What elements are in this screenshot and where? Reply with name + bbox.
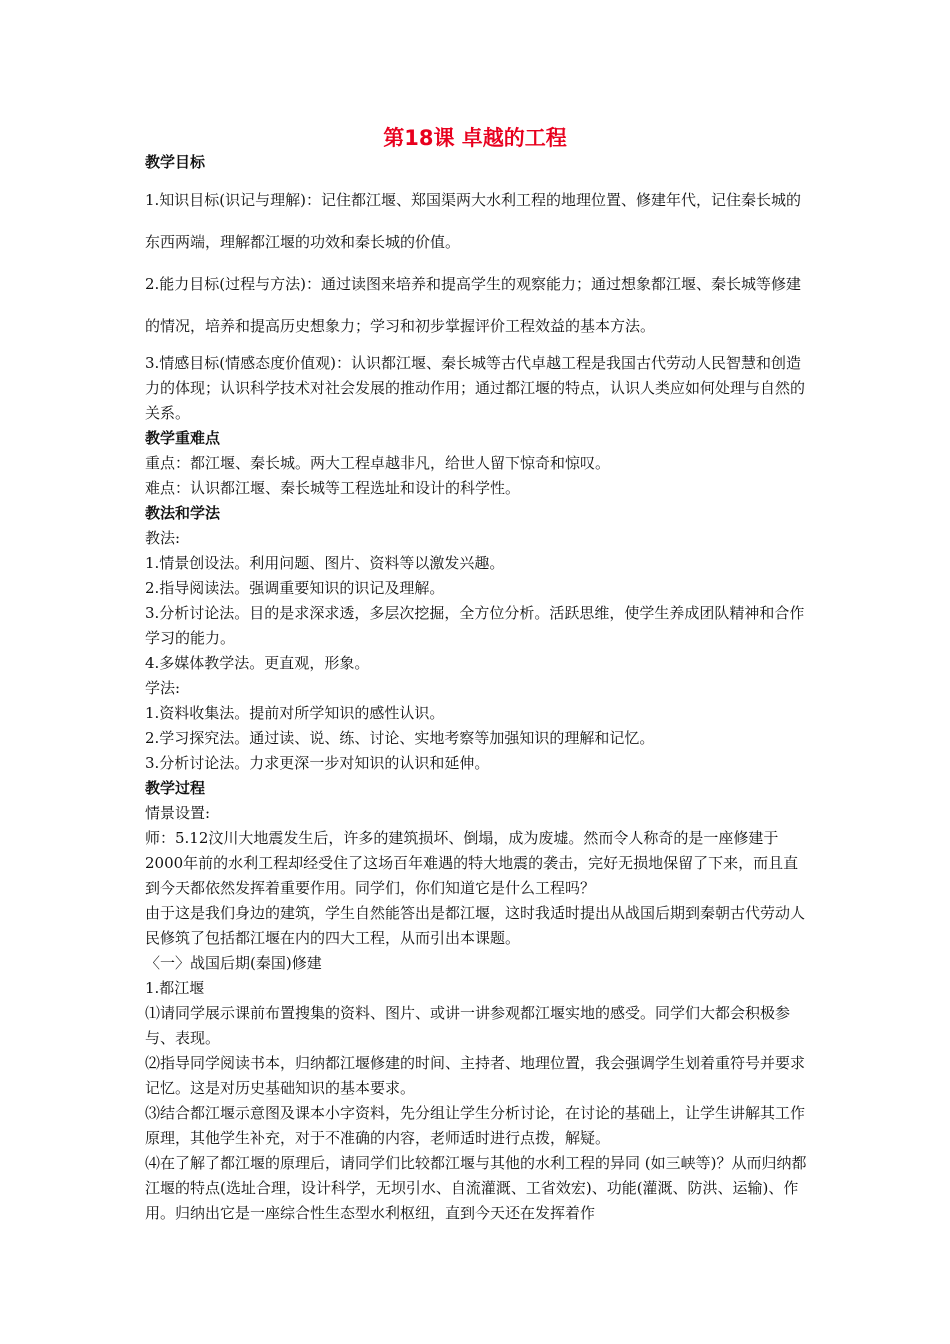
- page-title: 第18课 卓越的工程: [383, 126, 567, 150]
- step-1: ⑴请同学展示课前布置搜集的资料、图片、或讲一讲参观都江堰实地的感受。同学们大都会积极参与、表现。: [145, 1004, 791, 1047]
- part-heading-1: 〈一〉战国后期(秦国)修建: [145, 954, 322, 972]
- learn-label: 学法:: [145, 679, 181, 697]
- goal-ability: 2.能力目标(过程与方法)：通过读图来培养和提高学生的观察能力；通过想象都江堰、秦长城等修建的情况，培养和提高历史想象力；学习和初步掌握评价工程效益的基本方法。: [145, 275, 802, 335]
- learn-method-3: 3.分析讨论法。力求更深一步对知识的认识和延伸。: [145, 754, 490, 772]
- step-2: ⑵指导同学阅读书本，归纳都江堰修建的时间、主持者、地理位置，我会强调学生划着重符号并要求记忆。这是对历史基础知识的基本要求。: [145, 1054, 806, 1097]
- sub-heading-dujiangyan: 1.都江堰: [145, 979, 205, 997]
- goal-knowledge: 1.知识目标(识记与理解)：记住都江堰、郑国渠两大水利工程的地理位置、修建年代，记住秦长城的东西两端，理解都江堰的功效和秦长城的价值。: [145, 191, 802, 251]
- learn-method-2: 2.学习探究法。通过读、说、练、讨论、实地考察等加强知识的理解和记忆。: [145, 729, 655, 747]
- teach-label: 教法:: [145, 529, 181, 547]
- section-heading-process: 教学过程: [145, 779, 206, 797]
- step-4: ⑷在了解了都江堰的原理后，请同学们比较都江堰与其他的水利工程的异同 (如三峡等)？从而归纳都江堰的特点(选址合理，设计科学，无坝引水、自流灌溉、工省效宏)、功能(灌溉、防洪、运输)、作用。归纳出它是一座综合性生态型水利枢纽，直到今天还在发挥着作: [145, 1154, 807, 1222]
- section-heading-key: 教学重难点: [145, 429, 221, 447]
- scene-label: 情景设置:: [145, 804, 211, 822]
- teach-method-3: 3.分析讨论法。目的是求深求透，多层次挖掘，全方位分析。活跃思维，使学生养成团队精神和合作学习的能力。: [145, 604, 805, 647]
- difficult-point: 难点：认识都江堰、秦长城等工程选址和设计的科学性。: [145, 479, 521, 497]
- scene-paragraph-1: 师：5.12汶川大地震发生后，许多的建筑损坏、倒塌，成为废墟。然而令人称奇的是一座修建于2000年前的水利工程却经受住了这场百年难遇的特大地震的袭击，完好无损地保留了下来，而且直到今天都依然发挥着重要作用。同学们，你们知道它是什么工程吗？: [145, 829, 799, 897]
- section-heading-goals: 教学目标: [145, 153, 206, 171]
- teach-method-4: 4.多媒体教学法。更直观，形象。: [145, 654, 370, 672]
- step-3: ⑶结合都江堰示意图及课本小字资料，先分组让学生分析讨论，在讨论的基础上，让学生讲解其工作原理，其他学生补充，对于不准确的内容，老师适时进行点拨，解疑。: [145, 1104, 806, 1147]
- scene-paragraph-2: 由于这是我们身边的建筑，学生自然能答出是都江堰，这时我适时提出从战国后期到秦朝古代劳动人民修筑了包括都江堰在内的四大工程，从而引出本课题。: [145, 904, 806, 947]
- teach-method-2: 2.指导阅读法。强调重要知识的识记及理解。: [145, 579, 445, 597]
- goal-emotion: 3.情感目标(情感态度价值观)：认识都江堰、秦长城等古代卓越工程是我国古代劳动人民智慧和创造力的体现；认识科学技术对社会发展的推动作用；通过都江堰的特点，认识人类应如何处理与自然的关系。: [145, 354, 806, 422]
- document-body: [145, 150, 810, 1226]
- key-point: 重点：都江堰、秦长城。两大工程卓越非凡，给世人留下惊奇和惊叹。: [145, 454, 611, 472]
- learn-method-1: 1.资料收集法。提前对所学知识的感性认识。: [145, 704, 445, 722]
- section-heading-methods: 教法和学法: [145, 504, 221, 522]
- teach-method-1: 1.情景创设法。利用问题、图片、资料等以激发兴趣。: [145, 554, 505, 572]
